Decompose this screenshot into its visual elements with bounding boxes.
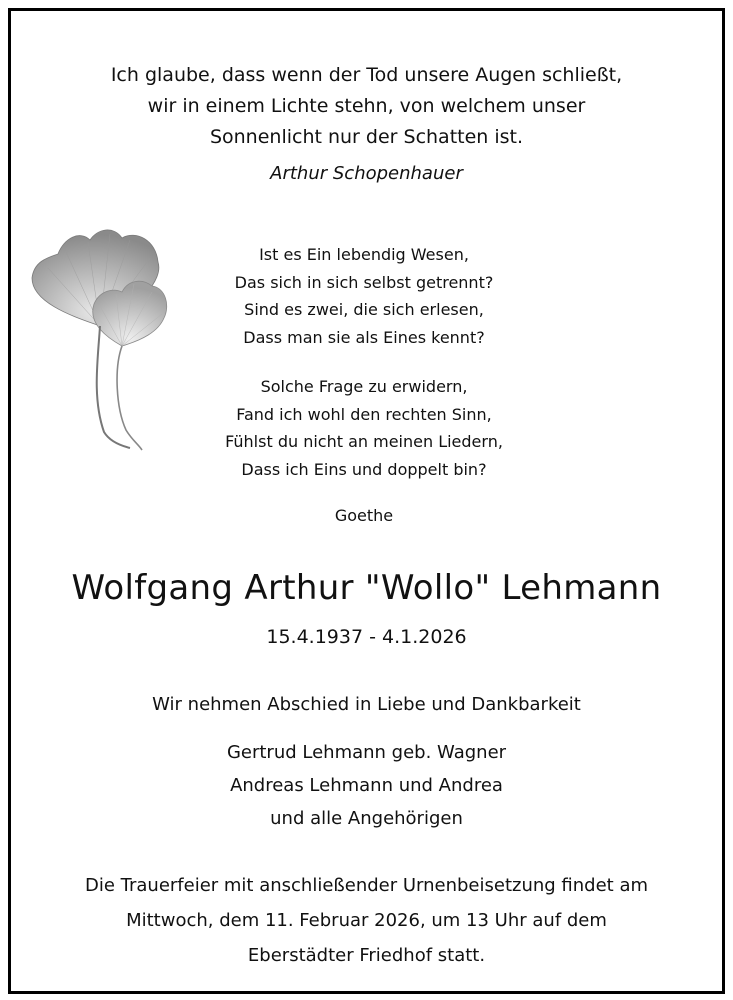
service-line: Mittwoch, dem 11. Februar 2026, um 13 Uhr auf dem	[126, 910, 607, 931]
poem-line: Sind es zwei, die sich erlesen,	[244, 300, 484, 319]
poem-line: Solche Frage zu erwidern,	[260, 377, 468, 396]
poem-line: Fand ich wohl den rechten Sinn,	[236, 404, 492, 424]
service-line: Die Trauerfeier mit anschließender Urnenbeisetzung findet am	[84, 875, 649, 896]
mourners-list	[0, 736, 733, 835]
notice-border	[8, 8, 725, 994]
service-line: Eberstädter Friedhof statt.	[247, 945, 486, 966]
quote-line: Sonnenlicht nur der Schatten ist.	[209, 126, 524, 148]
quote-line: wir in einem Lichte stehn, von welchem unser	[147, 95, 586, 117]
poem-line: Das sich in sich selbst getrennt?	[234, 272, 494, 292]
farewell-text: Wir nehmen Abschied in Liebe und Dankbarkeit	[152, 694, 581, 715]
life-dates: 15.4.1937 - 4.1.2026	[266, 626, 467, 648]
poem-stanza-1	[94, 241, 634, 351]
opening-quote	[0, 60, 733, 153]
poem-author: Goethe	[334, 506, 394, 525]
quote-author: Arthur Schopenhauer	[270, 163, 463, 184]
poem-line: Dass man sie als Eines kennt?	[243, 327, 485, 347]
service-info	[0, 868, 733, 973]
mourner-name: Andreas Lehmann und Andrea	[230, 775, 503, 796]
poem-line: Dass ich Eins und doppelt bin?	[241, 459, 487, 479]
deceased-name: Wolfgang Arthur "Wollo" Lehmann	[71, 568, 662, 608]
quote-line: Ich glaube, dass wenn der Tod unsere Augen schließt,	[110, 64, 623, 86]
poem-stanza-2	[94, 373, 634, 483]
poem-line: Fühlst du nicht an meinen Liedern,	[225, 432, 503, 451]
mourner-name: und alle Angehörigen	[270, 808, 463, 829]
poem-line: Ist es Ein lebendig Wesen,	[259, 245, 469, 264]
mourner-name: Gertrud Lehmann geb. Wagner	[226, 742, 507, 763]
